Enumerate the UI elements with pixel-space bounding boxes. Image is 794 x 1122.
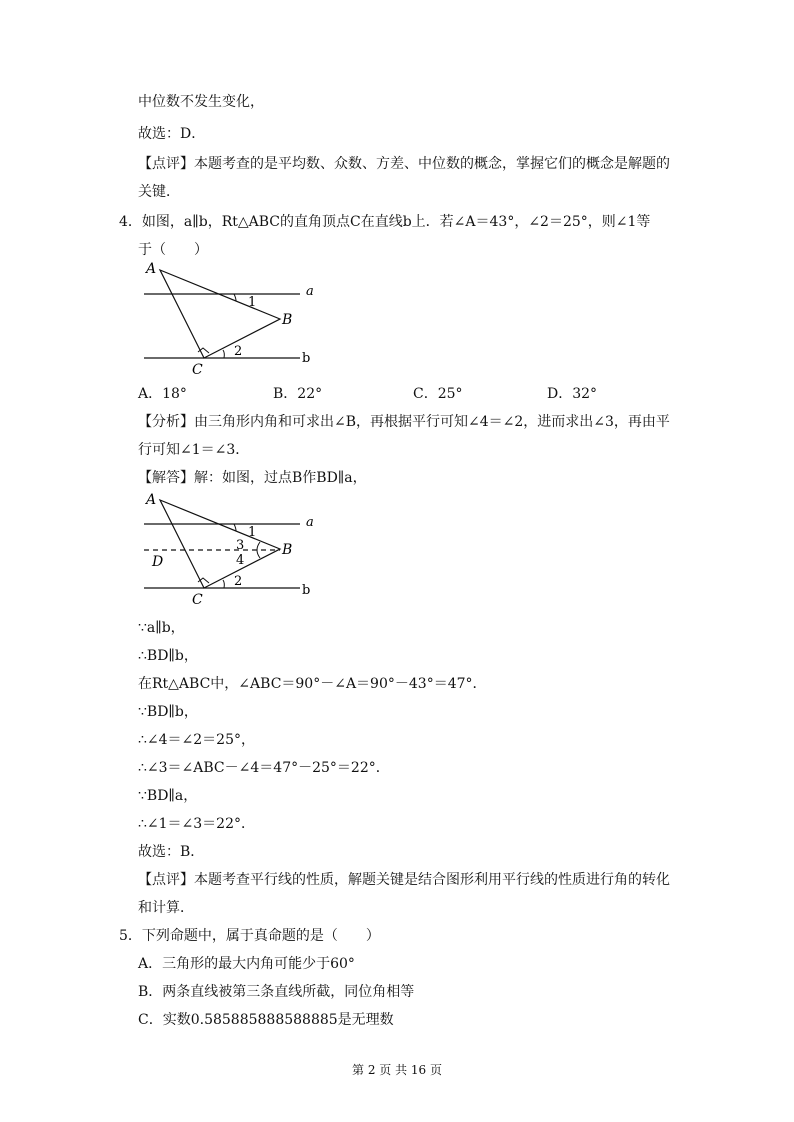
label-2: 2 — [234, 344, 243, 359]
q5-option-a[interactable]: A．三角形的最大内角可能少于60° — [138, 956, 355, 972]
triangle-abc — [160, 270, 280, 358]
solution-step: ∵a∥b， — [138, 620, 185, 636]
label-A: A — [146, 261, 157, 277]
solution-step: ∴∠3＝∠ABC－∠4＝47°－25°＝22°． — [138, 760, 390, 776]
prev-answer: 故选：D． — [138, 126, 206, 142]
q4-analysis — [138, 412, 670, 432]
q4-stem-text: 如图，a∥b，Rt△ABC的直角顶点C在直线b上．若∠A＝43°，∠2＝25°，则∠1等 — [141, 214, 651, 230]
label-b: b — [302, 583, 311, 598]
label-a: a — [306, 515, 314, 530]
angle-2-arc — [223, 350, 224, 358]
q4-option-a[interactable]: A．18° — [138, 386, 187, 402]
label-A: A — [146, 492, 157, 508]
q4-analysis-cont: 行可知∠1＝∠3． — [138, 442, 250, 458]
analysis-text: 由三角形内角和可求出∠B，再根据平行可知∠4＝∠2，进而求出∠3，再由平 — [194, 414, 670, 430]
q4-stem — [119, 212, 650, 232]
solution-tag: 【解答】 — [138, 470, 194, 486]
page-footer: 第 2 页 共 16 页 — [352, 1063, 442, 1077]
comment-tag: 【点评】 — [138, 872, 194, 888]
q4-stem-cont: 于（ ） — [138, 242, 208, 258]
q4-comment — [138, 870, 670, 890]
solution-step: ∴∠4＝∠2＝25°， — [138, 732, 255, 748]
label-D: D — [152, 554, 164, 570]
solution-step: ∵BD∥a， — [138, 788, 198, 804]
q5-number: 5． — [119, 928, 142, 944]
label-3: 3 — [236, 538, 245, 553]
q4-comment-cont: 和计算． — [138, 900, 194, 916]
solution-step: ∴BD∥b， — [138, 648, 198, 664]
angle-b-arc — [257, 542, 260, 558]
label-4: 4 — [236, 553, 245, 568]
comment-tag: 【点评】 — [138, 156, 194, 172]
prev-text-line: 中位数不发生变化， — [138, 94, 264, 110]
solution-step: 在Rt△ABC中，∠ABC＝90°－∠A＝90°－43°＝47°． — [138, 676, 487, 692]
q4-option-c[interactable]: C．25° — [413, 386, 463, 402]
label-2: 2 — [234, 574, 243, 589]
solution-step: ∵BD∥b， — [138, 704, 198, 720]
q5-option-b[interactable]: B．两条直线被第三条直线所截，同位角相等 — [138, 984, 415, 1000]
q4-option-d[interactable]: D．32° — [547, 386, 598, 402]
q4-solution — [138, 468, 367, 488]
comment-text: 本题考查的是平均数、众数、方差、中位数的概念，掌握它们的概念是解题的 — [194, 156, 670, 172]
prev-comment — [138, 154, 670, 174]
q4-solution-figure — [130, 488, 330, 612]
label-B: B — [282, 312, 293, 328]
label-a: a — [306, 284, 314, 299]
q4-number: 4． — [119, 214, 142, 230]
label-B: B — [282, 542, 293, 558]
comment-text: 本题考查平行线的性质，解题关键是结合图形利用平行线的性质进行角的转化 — [194, 872, 670, 888]
solution-text: 解：如图，过点B作BD∥a， — [194, 470, 367, 486]
label-C: C — [192, 362, 203, 378]
q5-option-c[interactable]: C．实数0.585885888588885是无理数 — [138, 1012, 394, 1028]
triangle-abc — [160, 500, 280, 588]
q5-stem-text: 下列命题中，属于真命题的是（ ） — [141, 928, 380, 944]
q4-figure — [130, 258, 330, 378]
q4-option-b[interactable]: B．22° — [273, 386, 323, 402]
solution-answer: 故选：B． — [138, 844, 205, 860]
angle-2-arc — [223, 580, 224, 588]
label-C: C — [192, 592, 203, 608]
prev-comment-cont: 关键． — [138, 184, 180, 200]
label-1: 1 — [248, 295, 257, 310]
solution-step: ∴∠1＝∠3＝22°． — [138, 816, 255, 832]
q5-stem — [119, 926, 380, 946]
label-1: 1 — [248, 525, 257, 540]
analysis-tag: 【分析】 — [138, 414, 194, 430]
label-b: b — [302, 351, 311, 366]
